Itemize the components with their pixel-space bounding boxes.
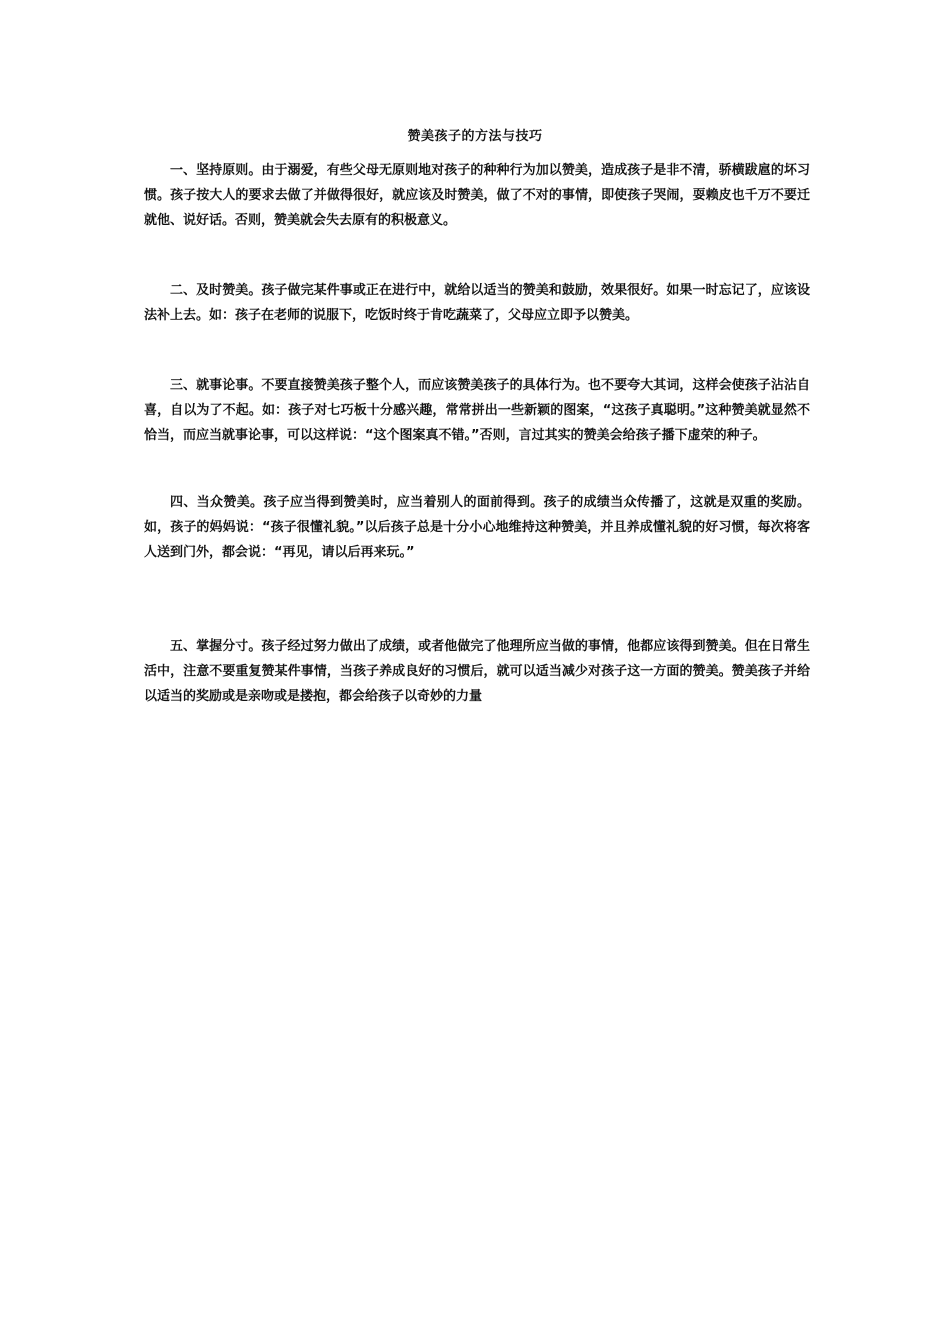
paragraph-public-praise: 四、当众赞美。孩子应当得到赞美时，应当着别人的面前得到。孩子的成绩当众传播了，这就是双重的奖励。如，孩子的妈妈说：“孩子很懂礼貌。”以后孩子总是十分小心地维持这种赞美，并且养成懂礼貌的好习惯，每次将客人送到门外，都会说：“再见，请以后再来玩。”: [144, 495, 810, 560]
paragraph-specific-praise: 三、就事论事。不要直接赞美孩子整个人，而应该赞美孩子的具体行为。也不要夸大其词，这样会使孩子沾沾自喜，自以为了不起。如：孩子对七巧板十分感兴趣，常常拼出一些新颖的图案，“这孩子真聪明。”这种赞美就显然不恰当，而应当就事论事，可以这样说：“这个图案真不错。”否则，言过其实的赞美会给孩子播下虚荣的种子。: [144, 378, 810, 443]
paragraph-principle: 一、坚持原则。由于溺爱，有些父母无原则地对孩子的种种行为加以赞美，造成孩子是非不清，骄横跋扈的坏习惯。孩子按大人的要求去做了并做得很好，就应该及时赞美，做了不对的事情，即使孩子哭闹，耍赖皮也千万不要迁就他、说好话。否则，赞美就会失去原有的积极意义。: [144, 163, 810, 228]
paragraph-moderation: 五、掌握分寸。孩子经过努力做出了成绩，或者他做完了他理所应当做的事情，他都应该得到赞美。但在日常生活中，注意不要重复赞某件事情，当孩子养成良好的习惯后，就可以适当减少对孩子这一方面的赞美。赞美孩子并给以适当的奖励或是亲吻或是搂抱，都会给孩子以奇妙的力量: [144, 639, 810, 704]
document-title: 赞美孩子的方法与技巧: [407, 129, 543, 144]
paragraph-timely-praise: 二、及时赞美。孩子做完某件事或正在进行中，就给以适当的赞美和鼓励，效果很好。如果一时忘记了，应该设法补上去。如：孩子在老师的说服下，吃饭时终于肯吃蔬菜了，父母应立即予以赞美。: [144, 283, 810, 323]
